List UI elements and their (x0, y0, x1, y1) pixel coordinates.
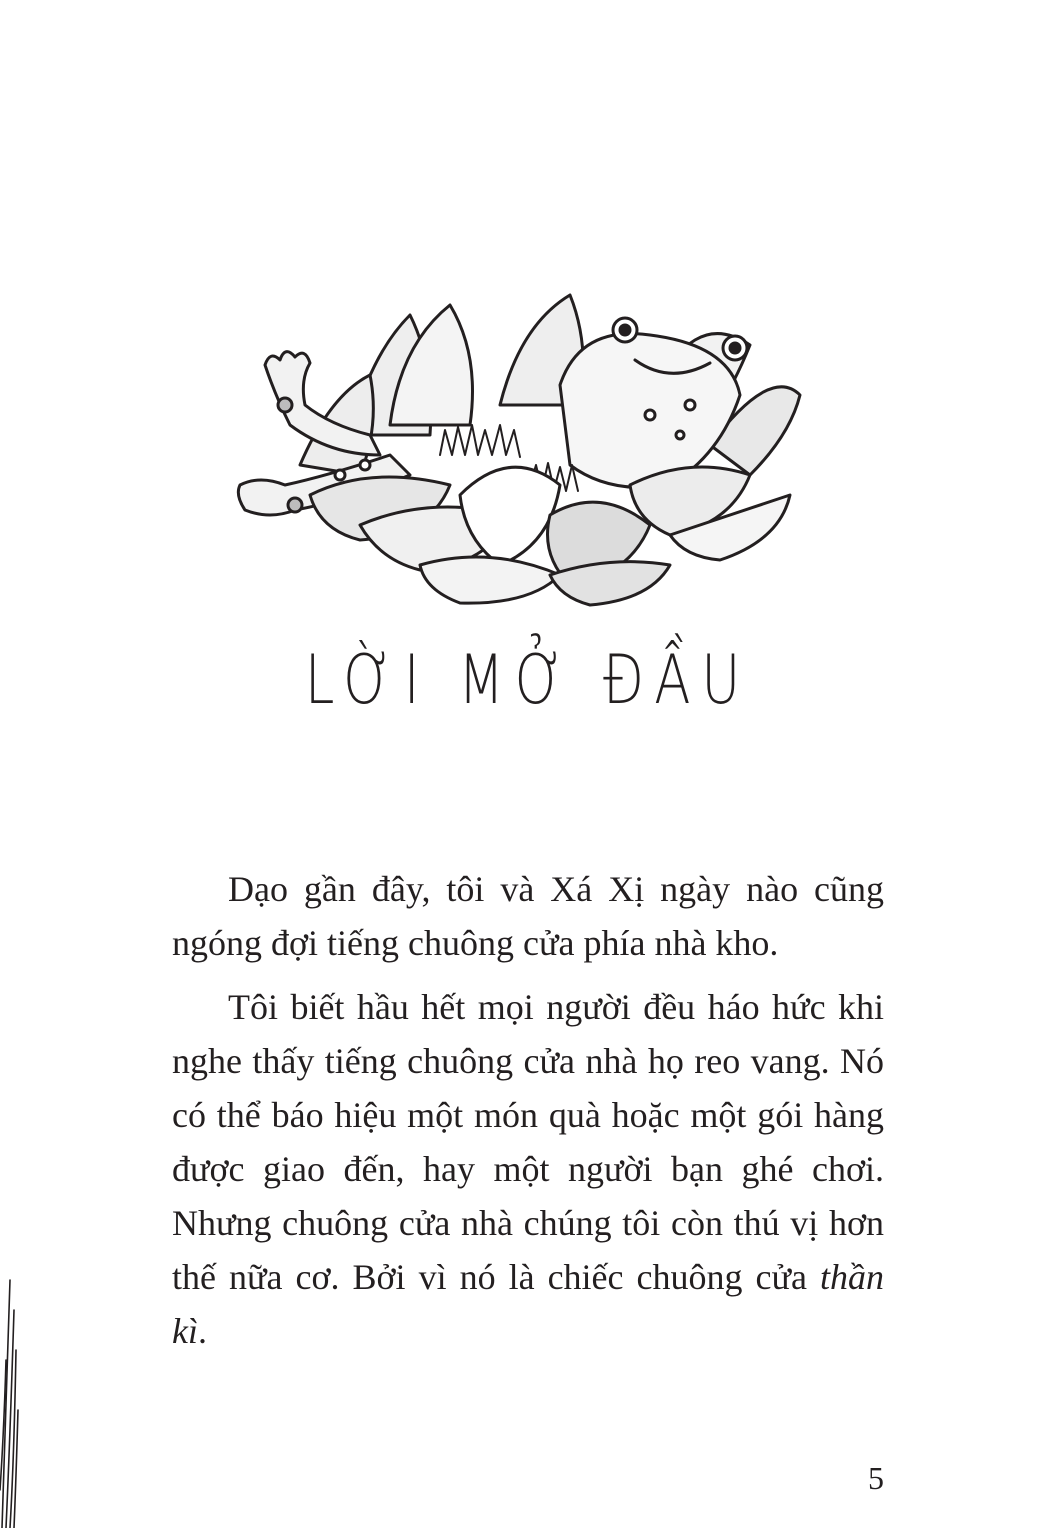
paragraph-2-emphasis: thần kì (172, 1257, 884, 1351)
paragraph-2-end: . (197, 1311, 207, 1351)
chapter-title: LỜI MỞ ĐẦU (304, 641, 752, 720)
edge-grass-drawing (0, 1270, 30, 1528)
page-number: 5 (868, 1460, 884, 1496)
frog-on-lotus-illustration (230, 285, 820, 615)
paragraph-2 (172, 980, 884, 1358)
paragraph-1: Dạo gần đây, tôi và Xá Xị ngày nào cũng ngóng đợi tiếng chuông cửa phía nhà kho. (172, 869, 884, 963)
paragraph-2-main: Tôi biết hầu hết mọi người đều háo hức khi nghe thấy tiếng chuông cửa nhà họ reo vang. Nó có thể báo hiệu một món quà hoặc một gói hàng được giao đến, hay một người bạn ghé chơi. Nhưng chuông cửa nhà chúng tôi còn thú vị hơn thế nữa cơ. Bởi vì nó là chiếc chuông cửa (172, 987, 884, 1297)
body-text (172, 862, 884, 1368)
